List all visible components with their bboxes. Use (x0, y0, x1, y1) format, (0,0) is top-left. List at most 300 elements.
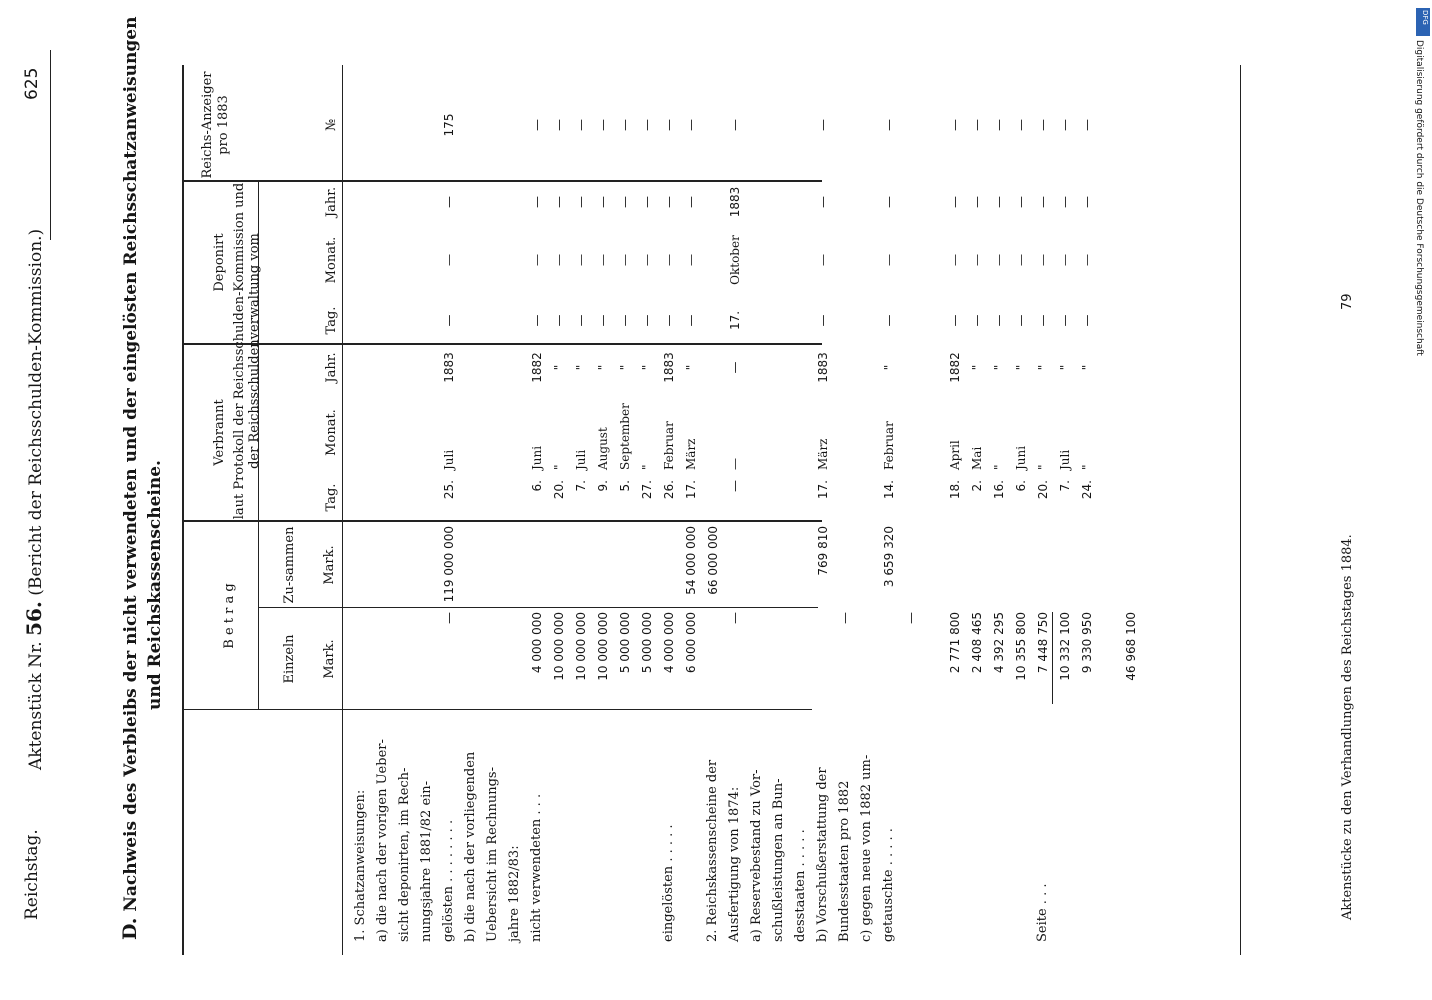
einzeln-cell (922, 612, 944, 706)
deponirt-monat-cell: — (640, 254, 654, 266)
deponirt-monat-cell (922, 222, 944, 298)
reichsanzeiger-cell (460, 70, 482, 180)
einzeln-cell: 5 000 000 (640, 612, 654, 674)
deponirt-tag-cell (504, 298, 526, 343)
desc-line (592, 712, 614, 942)
reichsanzeiger-cell (394, 70, 416, 180)
reichsanzeiger-cell (834, 70, 856, 180)
einzeln-cell: 10 000 000 (574, 612, 588, 681)
verbrannt-jahr-cell: " (1080, 364, 1094, 371)
einzeln-cell: 4 392 295 (992, 612, 1006, 674)
einzeln-cell (372, 612, 394, 706)
deponirt-monat-cell: — (574, 254, 588, 266)
zusammen-cell (1054, 526, 1076, 604)
desc-line (614, 712, 636, 942)
deponirt-tag-cell: — (1036, 314, 1050, 327)
verbrannt-monat-cell: Juni (530, 445, 544, 470)
verbrannt-jahr-cell (350, 345, 372, 390)
head-v-monat: Monat. (324, 409, 339, 456)
desc-line (636, 712, 658, 942)
reichsanzeiger-cell: — (948, 119, 962, 131)
verbrannt-monat-cell: Februar (662, 421, 676, 470)
verbrannt-tag-cell: 17. (816, 480, 830, 500)
verbrannt-tag-cell: 16. (992, 480, 1006, 500)
zusammen-cell (416, 526, 438, 604)
verbrannt-jahr-cell: " (684, 364, 698, 371)
head-d-monat: Monat. (324, 236, 339, 284)
deponirt-monat-cell: — (442, 254, 456, 266)
zusammen-cell (1032, 526, 1054, 604)
verbrannt-tag-cell: 25. (442, 480, 456, 500)
desc-line (944, 712, 966, 942)
deponirt-monat-cell: — (992, 254, 1006, 266)
verbrannt-monat-cell: März (684, 438, 698, 470)
einzeln-cell: — (838, 612, 852, 624)
verbrannt-tag-cell: 6. (1014, 480, 1028, 492)
col-zusammen (350, 526, 1098, 604)
verbrannt-jahr-cell (372, 345, 394, 390)
deponirt-tag-cell: — (552, 314, 566, 327)
verbrannt-tag-cell (702, 480, 724, 520)
verbrannt-tag-cell (856, 480, 878, 520)
zusammen-cell: 3 659 320 (882, 526, 896, 588)
zusammen-cell (1010, 526, 1032, 604)
desc-line: schußleistungen an Bun- (771, 778, 786, 942)
head-v-tag: Tag. (324, 483, 339, 512)
reichsanzeiger-cell: — (992, 119, 1006, 131)
verbrannt-tag-cell (416, 480, 438, 520)
reichsanzeiger-cell: — (662, 119, 676, 131)
desc-line: Uebersicht im Rechnungs- (485, 767, 500, 942)
desc-line: 2. Reichskassenscheine der (705, 759, 720, 942)
header-center-number: 56. (22, 601, 46, 636)
deponirt-tag-cell (856, 298, 878, 343)
zusammen-cell (526, 526, 548, 604)
reichsanzeiger-cell: — (684, 119, 698, 131)
deponirt-monat-cell (350, 222, 372, 298)
col-deponirt-jahr (350, 182, 1098, 222)
reichsanzeiger-cell (856, 70, 878, 180)
deponirt-monat-cell (702, 222, 724, 298)
reichsanzeiger-cell (922, 70, 944, 180)
zusammen-cell: 66 000 000 (706, 526, 720, 595)
deponirt-tag-cell: — (684, 314, 698, 327)
desc-line: nicht verwendeten . . . (529, 793, 544, 942)
header-left: Reichstag. (22, 829, 42, 920)
deponirt-jahr-cell: — (1036, 196, 1050, 208)
verbrannt-monat-cell: Juli (574, 449, 588, 470)
verbrannt-jahr-cell: 1883 (816, 352, 830, 383)
verbrannt-tag-cell: 18. (948, 480, 962, 500)
verbrannt-tag-cell: 27. (640, 480, 654, 500)
desc-line: desstaaten . . . . . (793, 829, 808, 942)
deponirt-tag-cell: 17. (728, 310, 742, 331)
deponirt-monat-cell: — (530, 254, 544, 266)
verbrannt-monat-cell: — (728, 458, 742, 470)
head-einzeln: Einzeln (282, 634, 297, 684)
table-top-rule (182, 65, 184, 955)
verbrannt-jahr-cell: " (618, 364, 632, 371)
deponirt-jahr-cell (856, 182, 878, 222)
deponirt-tag-cell: — (816, 314, 830, 327)
zusammen-cell (1076, 526, 1098, 604)
head-reichsanzeiger: Reichs-Anzeiger pro 1883 (200, 71, 231, 179)
einzeln-cell: 10 000 000 (596, 612, 610, 681)
deponirt-jahr-cell (460, 182, 482, 222)
deponirt-tag-cell (416, 298, 438, 343)
desc-line (570, 712, 592, 942)
einzeln-cell (1098, 612, 1120, 706)
deponirt-monat-cell: — (1058, 254, 1072, 266)
deponirt-jahr-cell: — (530, 196, 544, 208)
verbrannt-tag-cell (504, 480, 526, 520)
zusammen-cell (746, 526, 768, 604)
header-center-rest: (Bericht der Reichsschulden-Kommission.) (26, 228, 46, 596)
deponirt-jahr-cell: — (574, 196, 588, 208)
deponirt-tag-cell: — (640, 314, 654, 327)
verbrannt-tag-cell: 20. (552, 480, 566, 500)
deponirt-jahr-cell (482, 182, 504, 222)
head-d-jahr: Jahr. (324, 186, 339, 218)
col-deponirt-monat (350, 222, 1098, 298)
deponirt-jahr-cell: — (970, 196, 984, 208)
deponirt-jahr-cell: 1883 (728, 186, 742, 218)
col-einzeln (350, 612, 1142, 706)
verbrannt-monat-cell: " (640, 464, 654, 470)
verbrannt-jahr-cell (856, 345, 878, 390)
col-rule-1 (182, 709, 812, 710)
deponirt-monat-cell: Oktober (728, 235, 742, 285)
deponirt-jahr-cell (394, 182, 416, 222)
deponirt-tag-cell: — (574, 314, 588, 327)
reichsanzeiger-cell: — (618, 119, 632, 131)
reichsanzeiger-cell: — (970, 119, 984, 131)
reichsanzeiger-cell (350, 70, 372, 180)
einzeln-cell (482, 612, 504, 706)
verbrannt-jahr-cell (504, 345, 526, 390)
desc-line (680, 712, 702, 942)
zusammen-cell (922, 526, 944, 604)
col-verbrannt-tag (350, 480, 1098, 520)
reichsanzeiger-cell: — (1014, 119, 1028, 131)
section-title-line1: Nachweis des Verbleibs der nicht verwendeten und der eingelösten Reichsschatzanweisungen (121, 16, 141, 912)
verbrannt-tag-cell (790, 480, 812, 520)
zusammen-cell (394, 526, 416, 604)
reichsanzeiger-cell: — (640, 119, 654, 131)
verbrannt-monat-cell (702, 390, 724, 470)
deponirt-monat-cell: — (618, 254, 632, 266)
verbrannt-monat-cell: Juni (1014, 445, 1028, 470)
verbrannt-monat-cell (900, 390, 922, 470)
desc-line: c) gegen neue von 1882 um- (859, 754, 874, 942)
verbrannt-jahr-cell (922, 345, 944, 390)
desc-line: a) Reservebestand zu Vor- (749, 769, 764, 942)
verbrannt-tag-cell: 7. (1058, 480, 1072, 492)
deponirt-monat-cell (482, 222, 504, 298)
desc-line: eingelösten . . . . . (661, 824, 676, 942)
zusammen-cell (548, 526, 570, 604)
zusammen-cell (614, 526, 636, 604)
verbrannt-tag-cell (746, 480, 768, 520)
head-zusammen: Zu-sammen (282, 526, 297, 604)
verbrannt-tag-cell: 24. (1080, 480, 1094, 500)
einzeln-cell: — (728, 612, 742, 624)
deponirt-jahr-cell: — (596, 196, 610, 208)
verbrannt-monat-cell (768, 390, 790, 470)
deponirt-jahr-cell (900, 182, 922, 222)
einzeln-cell (350, 612, 372, 706)
deponirt-tag-cell (834, 298, 856, 343)
verbrannt-monat-cell (416, 390, 438, 470)
einzeln-cell (856, 612, 878, 706)
einzeln-cell: 46 968 100 (1124, 612, 1138, 681)
deponirt-monat-cell: — (882, 254, 896, 266)
desc-line: sicht deponirten, im Rech- (397, 767, 412, 942)
verbrannt-monat-cell: September (618, 403, 632, 470)
betrag-split-rule (258, 522, 259, 710)
verbrannt-monat-cell (350, 390, 372, 470)
reichsanzeiger-cell (790, 70, 812, 180)
deponirt-monat-cell (768, 222, 790, 298)
desc-line (548, 712, 570, 942)
reichsanzeiger-cell: — (816, 119, 830, 131)
verbrannt-tag-cell: 17. (684, 480, 698, 500)
deponirt-tag-cell: — (662, 314, 676, 327)
deponirt-jahr-cell: — (1014, 196, 1028, 208)
deponirt-jahr-cell: — (1058, 196, 1072, 208)
reichsanzeiger-cell: — (596, 119, 610, 131)
head-mark-zusammen: Mark. (322, 545, 337, 585)
deponirt-jahr-cell (834, 182, 856, 222)
col-verbrannt-jahr (350, 345, 1098, 390)
desc-line: nungsjahre 1881/82 ein- (419, 780, 434, 942)
einzeln-cell (768, 612, 790, 706)
verbrannt-tag-cell (372, 480, 394, 520)
verbrannt-monat-cell: Juli (1058, 449, 1072, 470)
head-betrag: B e t r a g (222, 583, 237, 649)
deponirt-monat-cell: — (816, 254, 830, 266)
reichsanzeiger-cell: — (728, 119, 742, 131)
deponirt-tag-cell (482, 298, 504, 343)
deponirt-monat-cell (900, 222, 922, 298)
zusammen-cell (658, 526, 680, 604)
deponirt-tag-cell (460, 298, 482, 343)
verbrannt-tag-cell: 26. (662, 480, 676, 500)
zusammen-cell (482, 526, 504, 604)
zusammen-cell (790, 526, 812, 604)
deponirt-tag-cell (746, 298, 768, 343)
zusammen-cell (724, 526, 746, 604)
footer-center: 79 (1340, 293, 1355, 310)
reichsanzeiger-cell: — (574, 119, 588, 131)
einzeln-cell: 6 000 000 (684, 612, 698, 674)
zusammen-cell: 54 000 000 (684, 526, 698, 595)
deponirt-tag-cell: — (948, 314, 962, 327)
einzeln-cell (394, 612, 416, 706)
einzeln-cell (812, 612, 834, 706)
verbrannt-tag-cell: 2. (970, 480, 984, 492)
deponirt-tag-cell (922, 298, 944, 343)
einzeln-cell (702, 612, 724, 706)
verbrannt-tag-cell (922, 480, 944, 520)
verbrannt-monat-cell: August (596, 427, 610, 470)
reichsanzeiger-cell (416, 70, 438, 180)
deponirt-jahr-cell: — (684, 196, 698, 208)
deponirt-tag-cell (372, 298, 394, 343)
desc-line: b) die nach der vorliegenden (463, 751, 478, 942)
deponirt-tag-cell: — (992, 314, 1006, 327)
einzeln-cell: 10 332 100 (1058, 612, 1072, 681)
deponirt-tag-cell: — (1080, 314, 1094, 327)
zusammen-cell: 119 000 000 (442, 526, 456, 603)
verbrannt-tag-cell (394, 480, 416, 520)
zusammen-cell (966, 526, 988, 604)
reichsanzeiger-cell (482, 70, 504, 180)
deponirt-tag-cell: — (442, 314, 456, 327)
head-deponirt: Deponirt (212, 233, 227, 292)
deponirt-tag-cell: — (1058, 314, 1072, 327)
verbrannt-jahr-cell: " (1014, 364, 1028, 371)
desc-line (988, 712, 1010, 942)
einzeln-cell: 4 000 000 (662, 612, 676, 674)
deponirt-monat-cell: — (552, 254, 566, 266)
deponirt-tag-cell: — (882, 314, 896, 327)
deponirt-jahr-cell: — (640, 196, 654, 208)
verbrannt-jahr-cell (482, 345, 504, 390)
deponirt-jahr-cell: — (816, 196, 830, 208)
table-bottom-rule (1240, 65, 1241, 955)
einzeln-cell: — (904, 612, 918, 624)
desc-line (966, 712, 988, 942)
head-d-tag: Tag. (324, 306, 339, 335)
zusammen-cell (944, 526, 966, 604)
col-description (350, 712, 1054, 942)
reichsanzeiger-cell: — (1058, 119, 1072, 131)
deponirt-jahr-cell: — (618, 196, 632, 208)
deponirt-jahr-cell (746, 182, 768, 222)
verbrannt-monat-cell: " (992, 464, 1006, 470)
reichsanzeiger-cell (372, 70, 394, 180)
verbrannt-monat-cell (856, 390, 878, 470)
deponirt-monat-cell (372, 222, 394, 298)
verbrannt-jahr-cell (416, 345, 438, 390)
section-title-line2: und Reichskassenscheine. (145, 460, 165, 710)
desc-line (1010, 712, 1032, 942)
verbrannt-jahr-cell: " (1036, 364, 1050, 371)
verbrannt-monat-cell (372, 390, 394, 470)
head-nr: № (324, 118, 339, 132)
dfg-credit-text: Digitalisierung gefördert durch die Deutsche Forschungsgemeinschaft (1414, 40, 1424, 356)
sum-rule (1052, 612, 1053, 704)
desc-line: Seite . . . (1035, 883, 1050, 942)
desc-line: getauschte . . . . . (881, 828, 896, 942)
deponirt-monat-cell (416, 222, 438, 298)
einzeln-cell: 2 408 465 (970, 612, 984, 674)
reichsanzeiger-cell: — (1036, 119, 1050, 131)
desc-line: Ausfertigung von 1874: (727, 786, 742, 942)
verbrannt-tag-cell: 9. (596, 480, 610, 492)
verbrannt-tag-cell: 6. (530, 480, 544, 492)
verbrannt-monat-cell: " (552, 464, 566, 470)
deponirt-tag-cell (394, 298, 416, 343)
deponirt-tag-cell (790, 298, 812, 343)
header-center-prefix: Aktenstück Nr. (26, 641, 46, 770)
reichsanzeiger-cell (900, 70, 922, 180)
zusammen-cell (856, 526, 878, 604)
table-head-rule (342, 65, 343, 955)
section-letter: D. (119, 917, 141, 940)
deponirt-monat-cell (856, 222, 878, 298)
head-mark-einzeln: Mark. (322, 639, 337, 679)
reichsanzeiger-cell: — (530, 119, 544, 131)
einzeln-cell: 5 000 000 (618, 612, 632, 674)
deponirt-monat-cell: — (662, 254, 676, 266)
deponirt-monat-cell (504, 222, 526, 298)
verbrannt-jahr-cell (900, 345, 922, 390)
zusammen-cell (988, 526, 1010, 604)
verbrannt-tag-cell (900, 480, 922, 520)
reichsanzeiger-cell (504, 70, 526, 180)
zusammen-cell (372, 526, 394, 604)
verbrannt-tag-cell (482, 480, 504, 520)
col-deponirt-tag (350, 298, 1098, 343)
deponirt-jahr-cell (768, 182, 790, 222)
einzeln-cell (504, 612, 526, 706)
deponirt-monat-cell (834, 222, 856, 298)
deponirt-jahr-cell: — (442, 196, 456, 208)
deponirt-tag-cell (768, 298, 790, 343)
deponirt-jahr-cell: — (552, 196, 566, 208)
verbrannt-tag-cell: 14. (882, 480, 896, 500)
deponirt-monat-cell: — (1014, 254, 1028, 266)
verbrannt-monat-cell (834, 390, 856, 470)
deponirt-jahr-cell (350, 182, 372, 222)
einzeln-cell: 9 330 950 (1080, 612, 1094, 674)
deponirt-jahr-cell: — (1080, 196, 1094, 208)
verbrannt-monat-cell: März (816, 438, 830, 470)
verbrannt-jahr-cell: 1883 (662, 352, 676, 383)
deponirt-tag-cell: — (530, 314, 544, 327)
verbrannt-monat-cell (922, 390, 944, 470)
deponirt-jahr-cell (416, 182, 438, 222)
verbrannt-monat-cell: " (1036, 464, 1050, 470)
einzeln-cell: — (442, 612, 456, 624)
verbrannt-jahr-cell: " (574, 364, 588, 371)
verbrannt-jahr-cell: " (882, 364, 896, 371)
verbrannt-jahr-cell: " (992, 364, 1006, 371)
zusammen-cell (636, 526, 658, 604)
desc-line: jahre 1882/83: (507, 845, 522, 942)
deponirt-monat-cell: — (948, 254, 962, 266)
desc-line: 1. Schatzanweisungen: (353, 789, 368, 942)
desc-line (900, 712, 922, 942)
col-verbrannt-monat (350, 390, 1098, 470)
einzeln-cell: 7 448 750 (1036, 612, 1050, 674)
verbrannt-monat-cell: April (948, 440, 962, 470)
deponirt-jahr-cell (504, 182, 526, 222)
verbrannt-jahr-cell (768, 345, 790, 390)
deponirt-monat-cell (790, 222, 812, 298)
deponirt-monat-cell (394, 222, 416, 298)
dfg-badge-label: DFG (1421, 10, 1429, 25)
verbrannt-monat-cell: Mai (970, 446, 984, 470)
verbrannt-tag-cell: 7. (574, 480, 588, 492)
deponirt-monat-cell: — (684, 254, 698, 266)
zusammen-cell (504, 526, 526, 604)
verbrannt-jahr-cell (460, 345, 482, 390)
einzeln-cell (746, 612, 768, 706)
verbrannt-jahr-cell: 1882 (530, 352, 544, 383)
